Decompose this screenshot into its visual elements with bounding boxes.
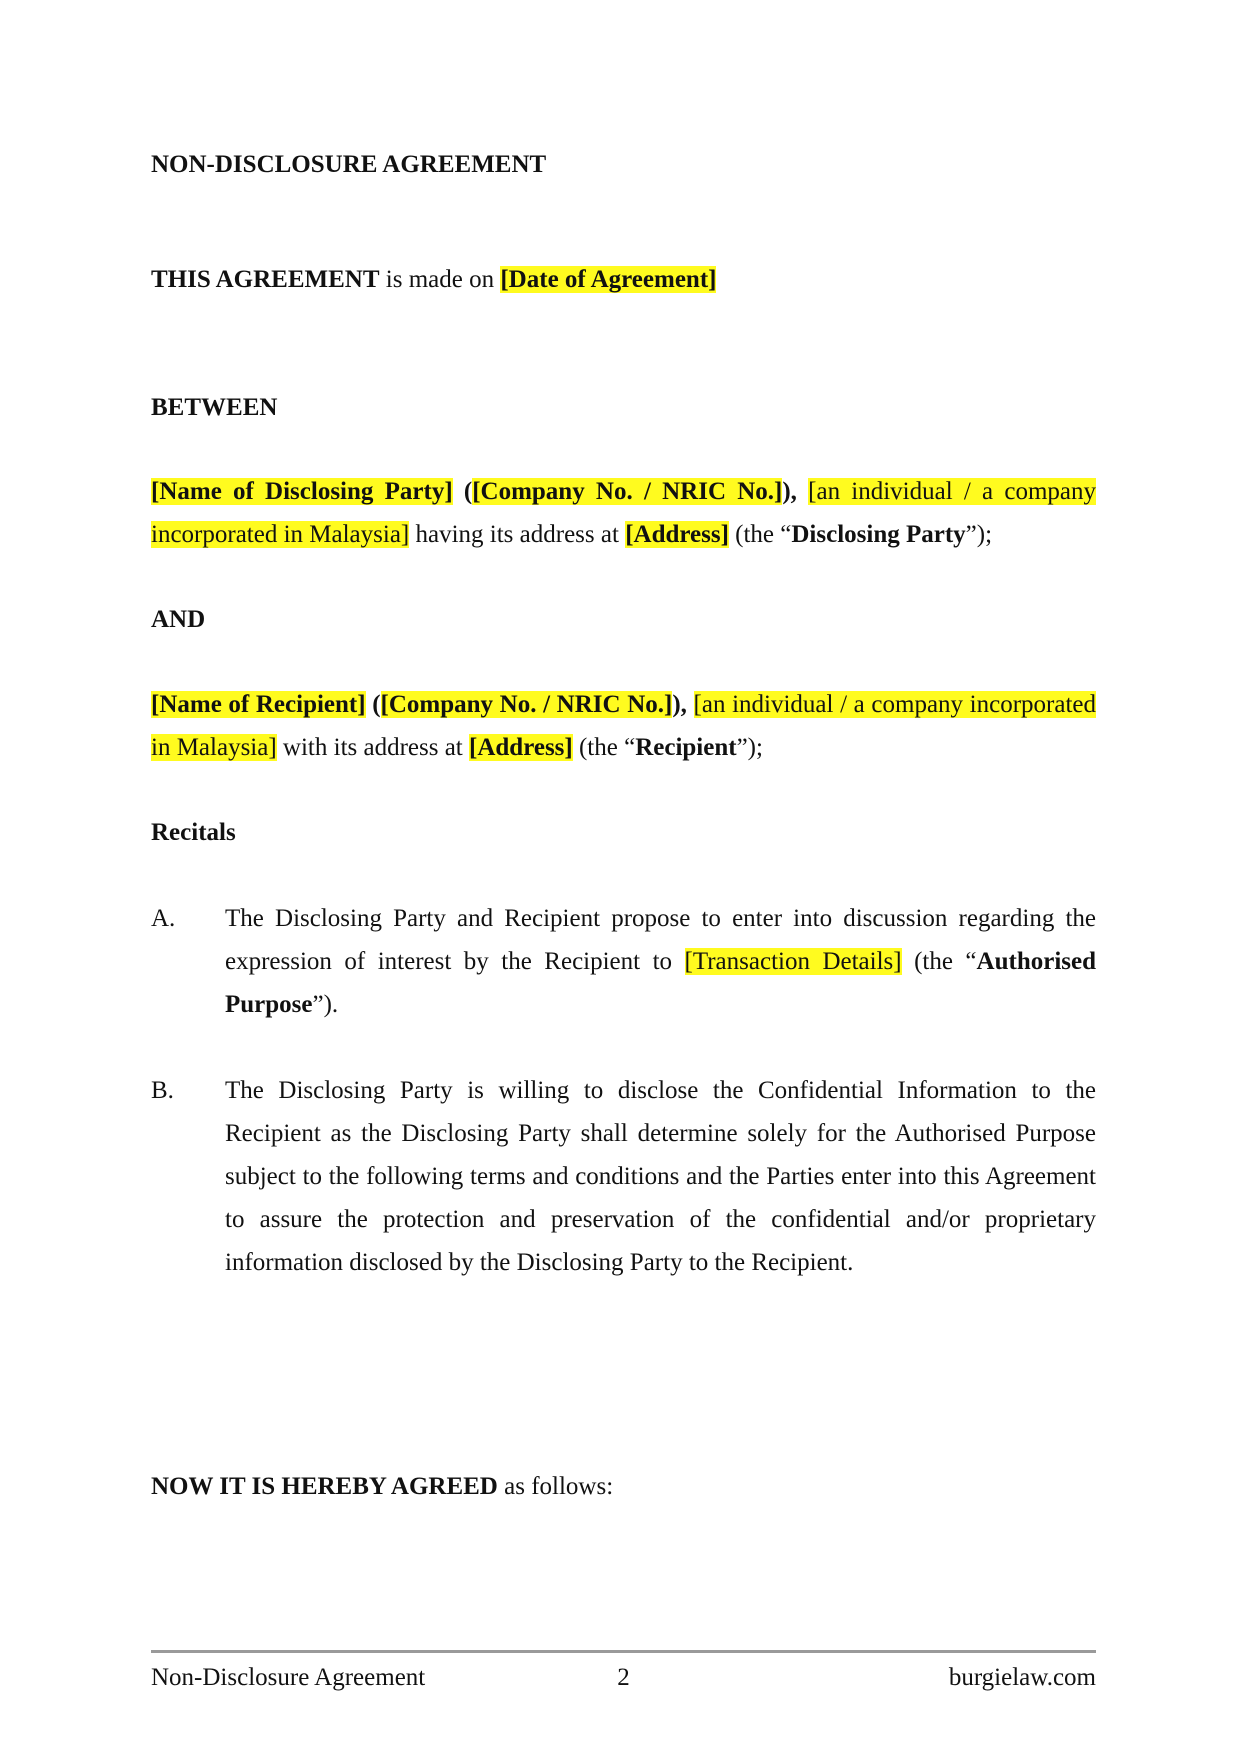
intro-paragraph [151, 258, 1096, 301]
page-footer [151, 1658, 1096, 1698]
disclosing-party-paragraph: [Name of Disclosing Party] ([Company No. / NRIC No.]), [an individual / a company incorporated in Malaysia] having its address at [Address] (the “Disclosing Party”); [151, 478, 1097, 548]
recipient-paragraph: [Name of Recipient] ([Company No. / NRIC No.]), [an individual / a company incorporated in Malaysia] with its address at [Address] (the “Recipient”); [151, 691, 1096, 761]
agreed-bold: NOW IT IS HEREBY AGREED [151, 1473, 498, 1500]
disclosing-name-field: [Name of Disclosing Party] [151, 478, 453, 505]
recipient-def-term: Recipient [635, 734, 737, 761]
footer-page-number: 2 [617, 1664, 630, 1691]
disclosing-company-field: [Company No. / NRIC No.] [472, 478, 783, 505]
footer-document-name: Non-Disclosure Agreement [151, 1664, 426, 1691]
disclosing-def-term: Disclosing Party [791, 521, 966, 548]
recipient-type-field: [an individual / a company incorporated in Malaysia] [151, 691, 1096, 761]
recital-a-text: The Disclosing Party and Recipient propose to enter into discussion regarding the expression of interest by the Recipient to [Transaction Details] (the “Authorised Purpose”). [225, 905, 1096, 1018]
transaction-details-field: [Transaction Details] [684, 948, 902, 975]
footer-divider [151, 1650, 1096, 1653]
recital-b-text: The Disclosing Party is willing to disclose the Confidential Information to the Recipient as the Disclosing Party shall determine solely for the Authorised Purpose subject to the following terms and conditions and the Parties enter into this Agreement to assure the protection and preservation of the confidential and/or proprietary information disclosed by the Disclosing Party to the Recipient. [225, 1077, 1096, 1276]
recital-a-label: A. [151, 905, 176, 932]
recipient-name-field: [Name of Recipient] [151, 691, 366, 718]
intro-text: is made on [379, 266, 501, 293]
recital-b-label: B. [151, 1077, 174, 1104]
date-field: [Date of Agreement] [500, 266, 717, 293]
recipient-company-field: [Company No. / NRIC No.] [380, 691, 673, 718]
document-title: NON-DISCLOSURE AGREEMENT [151, 151, 547, 178]
and-heading: AND [151, 606, 206, 633]
disclosing-type-field: [an individual / a company incorporated in Malaysia] [151, 478, 1097, 548]
recital-a-def-term: Authorised Purpose [225, 948, 1096, 1018]
intro-bold: THIS AGREEMENT [151, 266, 380, 293]
between-heading: BETWEEN [151, 394, 278, 421]
footer-website: burgielaw.com [948, 1664, 1096, 1691]
recitals-heading: Recitals [151, 819, 236, 846]
disclosing-address-field: [Address] [625, 521, 729, 548]
agreed-paragraph: NOW IT IS HEREBY AGREED as follows: [151, 1473, 614, 1500]
recipient-address-field: [Address] [469, 734, 573, 761]
